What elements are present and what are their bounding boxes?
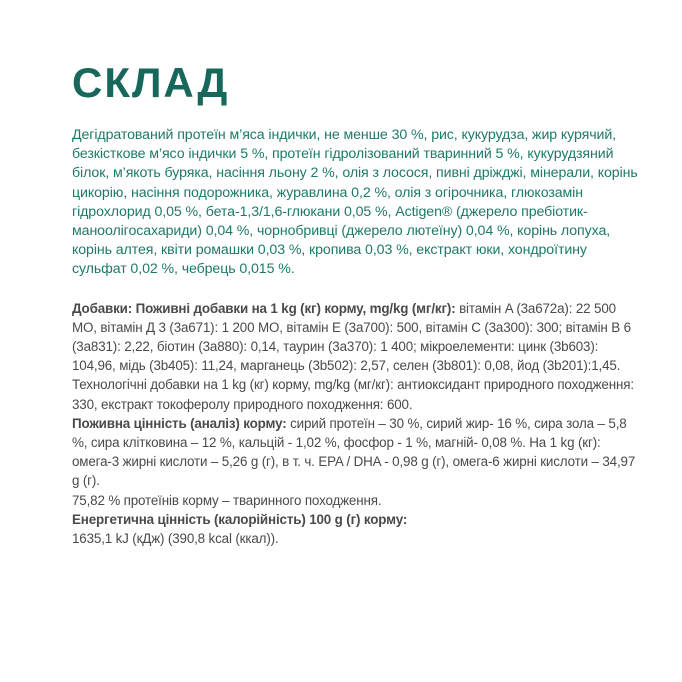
additives-paragraph [72, 299, 642, 414]
nutrition-text: сирий протеїн – 30 %, сирий жир- 16 %, сира зола – 5,8 %, сира клітковина – 12 %, кальцій - 1,02 %, фосфор - 1 %, магній- 0,08 %. На 1 kg (кг): омега-3 жирні кислоти – 5,26 g (г), в т. ч. EPA / DHA - 0,98 g (г), омега-6 жирні кислоти – 34,97 g (г). [72, 415, 636, 489]
energy-value: 1635,1 kJ (кДж) (390,8 kcal (ккал)). [72, 531, 279, 547]
additives-text: вітамін A (3a672a): 22 500 МО, вітамін Д 3 (3a671): 1 200 МО, вітамін E (3a700): 500, вітамін C (3a300): 300; вітамін B 6 (3a831): 2,22, біотин (3a880): 0,14, таурин (3a370): 1 400; мікроелементи: цинк (3b603): 104,96, мідь (3b405): 11,24, марганець (3b502): 2,57, селен (3b801): 0,08, йод (3b201):1,45. Технологічні добавки на 1 kg (кг) корму, mg/kg (мг/кг): антиоксидант природного походження: 330, екстракт токоферолу природного походження: 600. [72, 300, 634, 412]
energy-label: Енергетична цінність (калорійність) 100 g (г) корму: [72, 511, 408, 527]
protein-note: 75,82 % протеїнів корму – тваринного походження. [72, 492, 382, 508]
page-title: СКЛАД [72, 59, 230, 106]
energy-label-row [72, 510, 642, 529]
ingredients-text: Дегідратований протеїн м’яса індички, не менше 30 %, рис, кукурудза, жир курячий, безкісткове м’ясо індички 5 %, протеїн гідролізований тваринний 5 %, кукурудзяний білок, м’якоть буряка, насіння льону 2 %, олія з лосося, пивні дріжджі, мінерали, корінь цикорію, насіння подорожника, журавлина 0,2 %, олія з огірочника, глюкозамін гідрохлорид 0,05 %, бета-1,3/1,6-глюкани 0,05 %, Actigen® (джерело пребіотик- маноолігосахариди) 0,04 %, чорнобривці (джерело лютеїну) 0,04 %, корінь лопуха, корінь алтея, квіти ромашки 0,03 %, кропива 0,03 %, екстракт юки, хондроїтину сульфат 0,02 %, чебрець 0,015 %. [72, 127, 638, 278]
nutrition-paragraph [72, 414, 642, 491]
nutrition-label: Поживна цінність (аналіз) корму: [72, 415, 287, 431]
additives-label: Добавки: Поживні добавки на 1 kg (кг) корму, mg/kg (мг/кг): [72, 300, 456, 316]
details-block [72, 299, 642, 549]
